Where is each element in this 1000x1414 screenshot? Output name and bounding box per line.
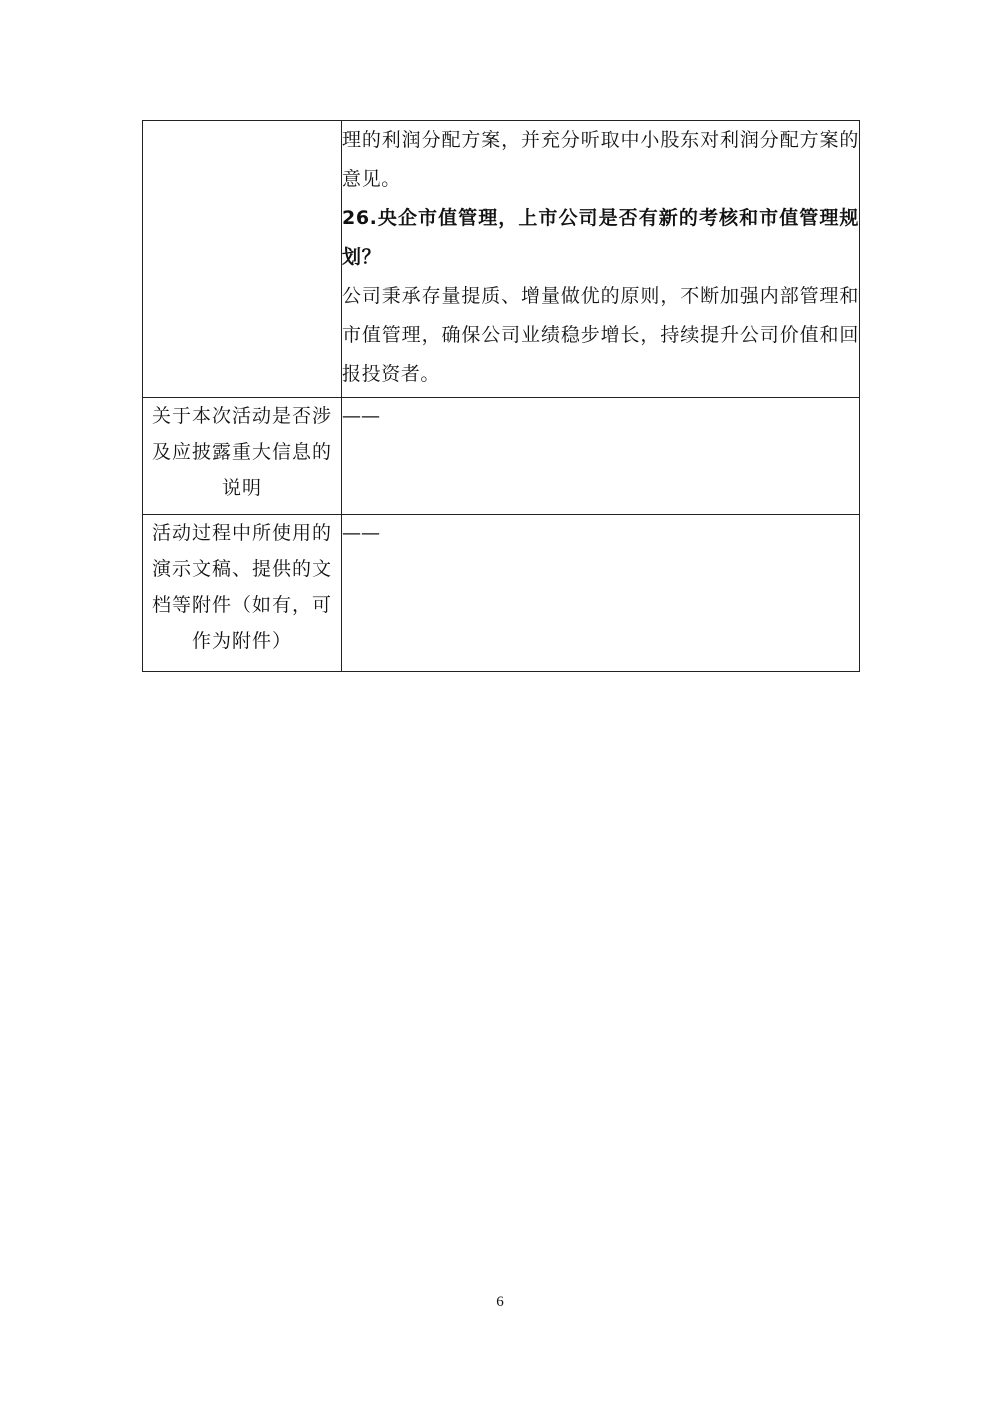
page-number: 6 <box>496 1294 504 1310</box>
row-label-disclosure: 关于本次活动是否涉及应披露重大信息的说明 <box>143 398 342 515</box>
question-heading: 26.央企市值管理，上市公司是否有新的考核和市值管理规划？ <box>342 207 859 268</box>
row-content <box>342 121 860 398</box>
table-row <box>143 398 860 515</box>
row-value-attachments: —— <box>342 515 860 672</box>
table-row <box>143 515 860 672</box>
row-label-attachments: 活动过程中所使用的演示文稿、提供的文档等附件（如有，可作为附件） <box>143 515 342 672</box>
info-table <box>142 120 860 672</box>
answer-paragraph: 理的利润分配方案，并充分听取中小股东对利润分配方案的意见。 <box>342 129 859 190</box>
table-row <box>143 121 860 398</box>
row-label-empty <box>143 121 342 398</box>
row-value-disclosure: —— <box>342 398 860 515</box>
answer-paragraph: 公司秉承存量提质、增量做优的原则，不断加强内部管理和市值管理，确保公司业绩稳步增长，持续提升公司价值和回报投资者。 <box>342 285 859 385</box>
